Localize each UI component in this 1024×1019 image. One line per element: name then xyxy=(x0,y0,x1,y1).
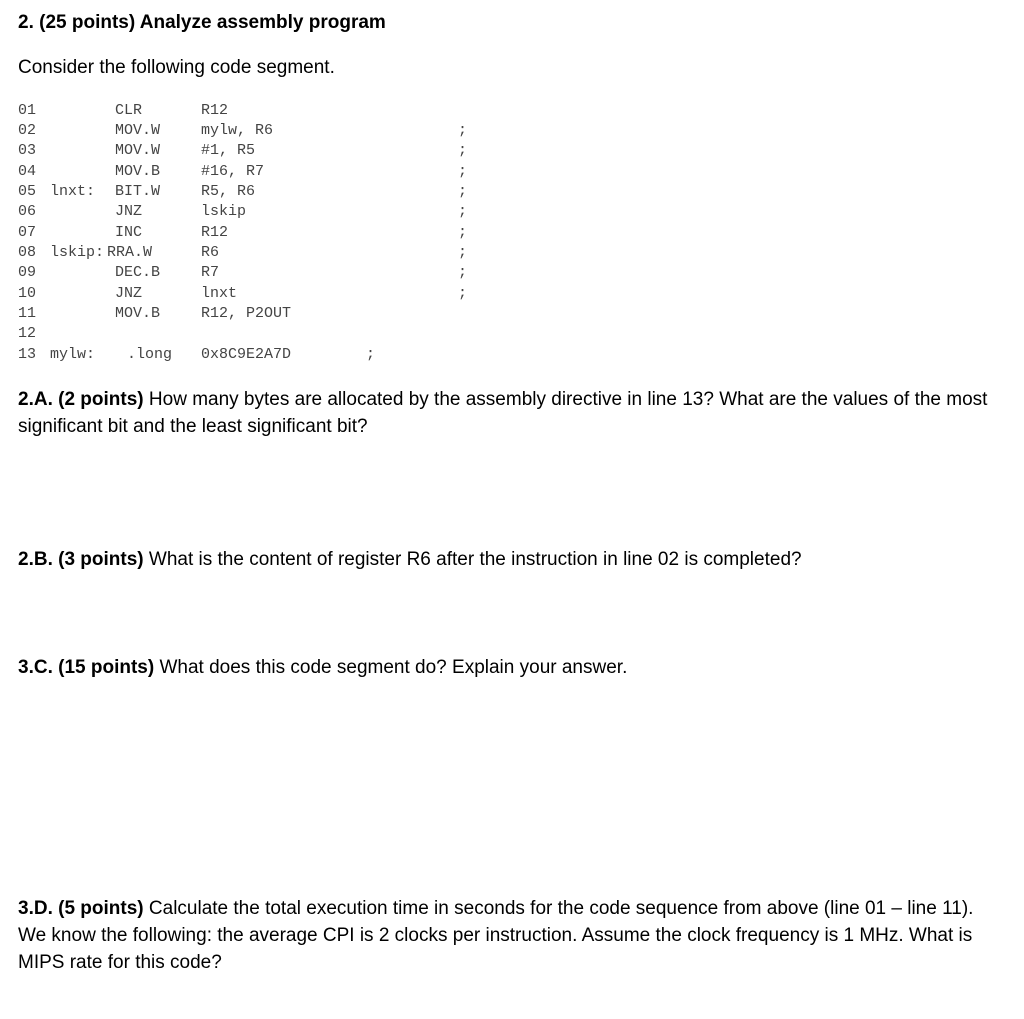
code-line-number: 06 xyxy=(18,203,37,220)
code-op: MOV.W xyxy=(115,122,161,139)
code-comment: ; xyxy=(458,122,468,139)
question-3c xyxy=(18,654,1003,681)
code-line-number: 05 xyxy=(18,183,37,200)
code-line-number: 07 xyxy=(18,224,37,241)
problem-title: 2. (25 points) Analyze assembly program xyxy=(18,12,386,33)
code-comment: ; xyxy=(458,183,468,200)
code-op: MOV.B xyxy=(115,163,161,180)
code-label: mylw: xyxy=(50,346,96,363)
code-label: lnxt: xyxy=(50,183,96,200)
code-op: JNZ xyxy=(115,203,143,220)
code-comment: ; xyxy=(458,244,468,261)
code-comment: ; xyxy=(458,163,468,180)
question-label: 3.D. (5 points) xyxy=(18,898,144,919)
question-text: How many bytes are allocated by the assembly directive in line 13? What are the values of the most significant bit and the least significant bit? xyxy=(18,389,988,437)
code-op: MOV.W xyxy=(115,142,161,159)
code-comment: ; xyxy=(458,224,468,241)
code-line-number: 10 xyxy=(18,285,37,302)
code-args: R7 xyxy=(201,264,220,281)
intro-text: Consider the following code segment. xyxy=(18,57,335,78)
code-line-number: 13 xyxy=(18,346,37,363)
code-op: INC xyxy=(115,224,143,241)
code-args: R6 xyxy=(201,244,220,261)
question-2a xyxy=(18,386,1003,440)
question-label: 2.A. (2 points) xyxy=(18,389,144,410)
code-op: RRA.W xyxy=(107,244,153,261)
code-op: CLR xyxy=(115,102,143,119)
code-comment: ; xyxy=(458,203,468,220)
code-line-number: 01 xyxy=(18,102,37,119)
code-line-number: 08 xyxy=(18,244,37,261)
code-args: lnxt xyxy=(201,285,238,302)
code-args: mylw, R6 xyxy=(201,122,274,139)
code-comment: ; xyxy=(366,346,376,363)
code-args: #1, R5 xyxy=(201,142,256,159)
code-comment: ; xyxy=(458,285,468,302)
question-label: 2.B. (3 points) xyxy=(18,549,144,570)
code-op: JNZ xyxy=(115,285,143,302)
question-label: 3.C. (15 points) xyxy=(18,657,155,678)
code-comment: ; xyxy=(458,142,468,159)
code-args: #16, R7 xyxy=(201,163,265,180)
code-line-number: 03 xyxy=(18,142,37,159)
question-text: What does this code segment do? Explain your answer. xyxy=(154,657,628,678)
code-comment: ; xyxy=(458,264,468,281)
question-text: Calculate the total execution time in seconds for the code sequence from above (line 01 – line 11). We know the following: the average CPI is 2 clocks per instruction. Assume the clock frequency is 1 MHz. What is MIPS rate for this code? xyxy=(18,898,974,973)
code-line-number: 02 xyxy=(18,122,37,139)
code-args: R12 xyxy=(201,224,229,241)
code-args: R12 xyxy=(201,102,229,119)
code-line-number: 11 xyxy=(18,305,37,322)
code-line-number: 09 xyxy=(18,264,37,281)
code-args: R12, P2OUT xyxy=(201,305,292,322)
code-label: lskip: xyxy=(50,244,105,261)
code-args: 0x8C9E2A7D xyxy=(201,346,292,363)
code-line-number: 12 xyxy=(18,325,37,342)
code-line-number: 04 xyxy=(18,163,37,180)
code-args: R5, R6 xyxy=(201,183,256,200)
code-op: MOV.B xyxy=(115,305,161,322)
question-text: What is the content of register R6 after the instruction in line 02 is completed? xyxy=(143,549,802,570)
question-3d xyxy=(18,895,1003,976)
code-args: lskip xyxy=(201,203,247,220)
code-op: BIT.W xyxy=(115,183,161,200)
code-op: DEC.B xyxy=(115,264,161,281)
code-op: .long xyxy=(127,346,173,363)
question-2b xyxy=(18,546,1003,573)
